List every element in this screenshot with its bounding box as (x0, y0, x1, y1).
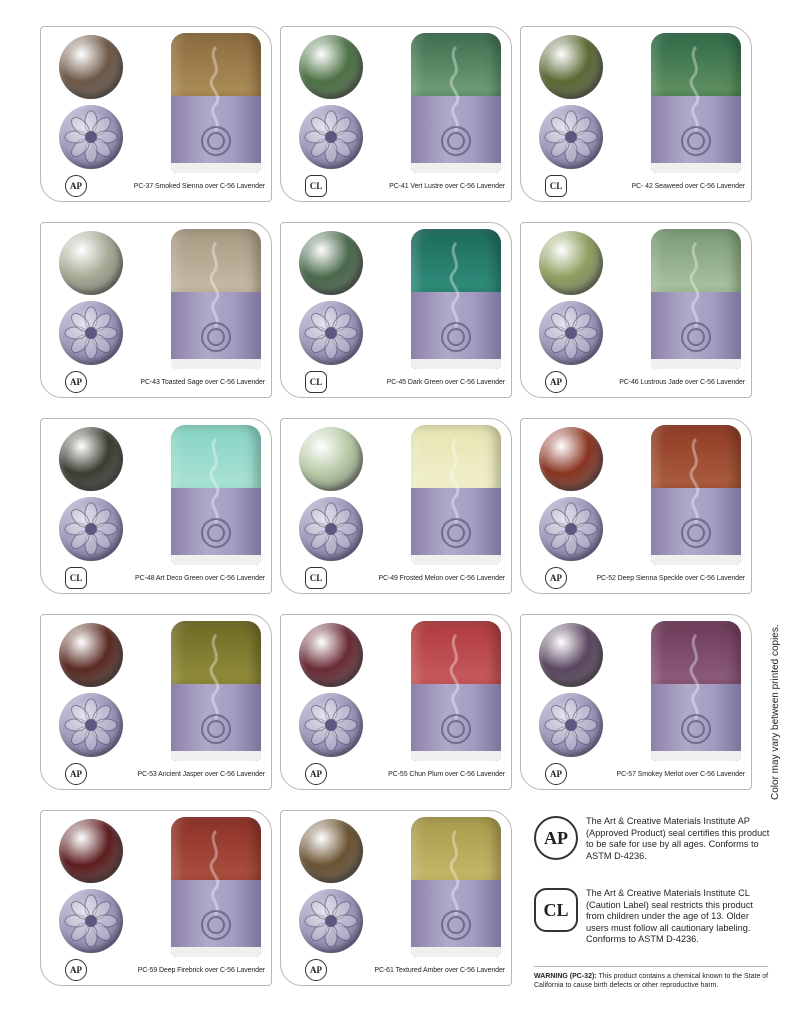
glaze-test-tile (59, 427, 123, 491)
glazed-vase (171, 229, 261, 369)
glaze-card (520, 26, 752, 202)
glaze-caption: PC-43 Toasted Sage over C-56 Lavender (140, 379, 265, 386)
ap-seal-icon: AP (305, 959, 327, 981)
glaze-card (40, 26, 272, 202)
glaze-test-tile (539, 623, 603, 687)
glaze-test-tile (539, 427, 603, 491)
lavender-flower-tile (539, 301, 603, 365)
glaze-caption: PC-55 Chun Plum over C-56 Lavender (388, 771, 505, 778)
lavender-flower-tile (299, 693, 363, 757)
ap-seal-icon: AP (65, 175, 87, 197)
ap-seal-icon: AP (545, 567, 567, 589)
cl-seal-icon: CL (305, 175, 327, 197)
glaze-caption: PC-46 Lustrous Jade over C-56 Lavender (619, 379, 745, 386)
divider (534, 966, 768, 967)
glazed-vase (171, 425, 261, 565)
glaze-card (520, 614, 752, 790)
glaze-test-tile (539, 35, 603, 99)
glazed-vase (651, 621, 741, 761)
ap-seal-icon: AP (545, 371, 567, 393)
cl-seal-icon: CL (65, 567, 87, 589)
glaze-test-tile (59, 231, 123, 295)
cl-seal-icon: CL (545, 175, 567, 197)
lavender-flower-tile (299, 497, 363, 561)
glaze-caption: PC-49 Frosted Melon over C-56 Lavender (378, 575, 505, 582)
warning-text: This product contains a chemical known to the State of California to cause birth defects or other reproductive harm. (534, 973, 769, 989)
glaze-caption: PC-57 Smokey Merlot over C-56 Lavender (616, 771, 745, 778)
ap-seal-icon: AP (65, 763, 87, 785)
glaze-card (280, 26, 512, 202)
color-disclaimer: Color may vary between printed copies. (770, 624, 781, 800)
glazed-vase (171, 817, 261, 957)
ap-seal-description: The Art & Creative Materials Institute AP (Approved Product) seal certifies this product to be safe for use by all ages. Conforms to ASTM D-4236. (586, 816, 770, 861)
glazed-vase (651, 229, 741, 369)
lavender-flower-tile (59, 301, 123, 365)
glaze-card (280, 222, 512, 398)
cl-seal-icon: CL (305, 567, 327, 589)
glazed-vase (411, 817, 501, 957)
glaze-caption: PC-61 Textured Amber over C-56 Lavender (374, 967, 505, 974)
glaze-card (280, 418, 512, 594)
glaze-caption: PC-37 Smoked Sienna over C-56 Lavender (133, 183, 265, 190)
glazed-vase (171, 621, 261, 761)
glaze-caption: PC-52 Deep Sienna Speckle over C-56 Lavender (596, 575, 745, 582)
glaze-caption: PC-59 Deep Firebrick over C-56 Lavender (137, 967, 265, 974)
lavender-flower-tile (59, 693, 123, 757)
cl-seal-icon: CL (305, 371, 327, 393)
glaze-test-tile (299, 427, 363, 491)
glazed-vase (651, 33, 741, 173)
ap-seal-icon: AP (65, 959, 87, 981)
lavender-flower-tile (539, 105, 603, 169)
glaze-test-tile (59, 35, 123, 99)
glaze-test-tile (539, 231, 603, 295)
glazed-vase (411, 425, 501, 565)
glazed-vase (411, 621, 501, 761)
ap-seal-icon: AP (305, 763, 327, 785)
lavender-flower-tile (59, 105, 123, 169)
glaze-card (520, 418, 752, 594)
glaze-test-tile (59, 819, 123, 883)
ap-seal-icon: AP (534, 816, 578, 860)
glaze-caption: PC-53 Ancient Jasper over C-56 Lavender (137, 771, 265, 778)
glaze-test-tile (299, 819, 363, 883)
lavender-flower-tile (59, 889, 123, 953)
glazed-vase (411, 229, 501, 369)
warning-code: (PC-32): (569, 973, 597, 980)
glaze-caption: PC- 42 Seaweed over C-56 Lavender (631, 183, 745, 190)
glaze-caption: PC-45 Dark Green over C-56 Lavender (386, 379, 505, 386)
glaze-card (40, 614, 272, 790)
glaze-caption: PC-48 Art Deco Green over C-56 Lavender (135, 575, 265, 582)
lavender-flower-tile (299, 889, 363, 953)
glaze-card (520, 222, 752, 398)
prop65-warning (534, 972, 770, 990)
lavender-flower-tile (299, 105, 363, 169)
glazed-vase (411, 33, 501, 173)
glaze-test-tile (299, 231, 363, 295)
glaze-card (40, 418, 272, 594)
glazed-vase (651, 425, 741, 565)
ap-seal-icon: AP (65, 371, 87, 393)
glaze-card (40, 810, 272, 986)
glazed-vase (171, 33, 261, 173)
glaze-test-tile (59, 623, 123, 687)
glaze-caption: PC-41 Vert Lustre over C-56 Lavender (389, 183, 505, 190)
lavender-flower-tile (539, 693, 603, 757)
glaze-card (280, 614, 512, 790)
glaze-test-tile (299, 35, 363, 99)
cl-seal-description: The Art & Creative Materials Institute CL (Caution Label) seal restricts this product from children under the age of 13. Older users must follow all cautionary labeling. Conforms to ASTM D-4236. (586, 888, 753, 944)
glaze-test-tile (299, 623, 363, 687)
glaze-card (40, 222, 272, 398)
lavender-flower-tile (539, 497, 603, 561)
glaze-card (280, 810, 512, 986)
lavender-flower-tile (59, 497, 123, 561)
ap-seal-icon: AP (545, 763, 567, 785)
warning-label: WARNING (534, 973, 568, 980)
lavender-flower-tile (299, 301, 363, 365)
cl-seal-icon: CL (534, 888, 578, 932)
